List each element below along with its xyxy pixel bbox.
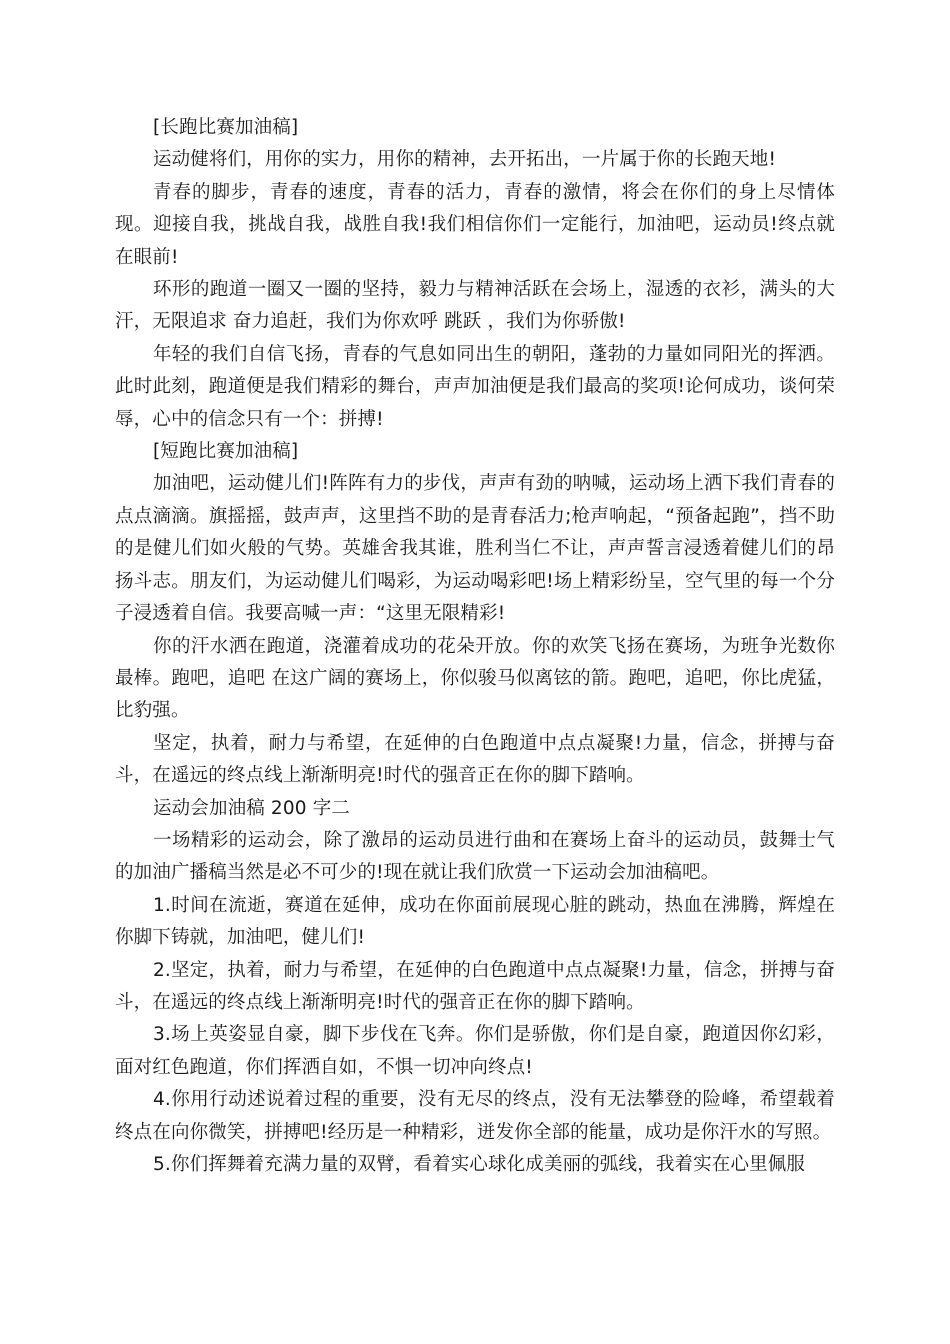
paragraph: 年轻的我们自信飞扬，青春的气息如同出生的朝阳，蓬勃的力量如同阳光的挥洒。此时此刻，跑道便是我们精彩的舞台，声声加油便是我们最高的奖项!论何成功，谈何荣辱，心中的信念只有一个：拼搏!: [115, 343, 835, 430]
paragraph: 坚定，执着，耐力与希望，在延伸的白色跑道中点点凝聚!力量，信念，拼搏与奋斗，在遥远的终点线上渐渐明亮!时代的强音正在你的脚下踏响。: [115, 732, 835, 787]
section-heading-200-words: 运动会加油稿 200 字二: [153, 797, 351, 819]
paragraph: 青春的脚步，青春的速度，青春的活力，青春的激情，将会在你们的身上尽情体现。迎接自我，挑战自我，战胜自我!我们相信你们一定能行，加油吧，运动员!终点就在眼前!: [115, 181, 835, 268]
list-item: 5.你们挥舞着充满力量的双臂，看着实心球化成美丽的弧线，我着实在心里佩服: [153, 1154, 806, 1175]
paragraph: 环形的跑道一圈又一圈的坚持，毅力与精神活跃在会场上，湿透的衣衫，满头的大汗，无限追求 奋力追赶，我们为你欢呼 跳跃 ，我们为你骄傲!: [115, 279, 835, 333]
paragraph: 加油吧，运动健儿们!阵阵有力的步伐，声声有劲的呐喊，运动场上洒下我们青春的点点滴滴。旗摇摇，鼓声声，这里挡不助的是青春活力;枪声响起，“预备起跑”，挡不助的是健儿们如火般的气势。英雄舍我其谁，胜利当仁不让，声声誓言浸透着健儿们的昂扬斗志。朋友们，为运动健儿们喝彩，为运动喝彩吧!场上精彩纷呈，空气里的每一个分子浸透着自信。我要高喊一声：“这里无限精彩!: [115, 473, 835, 625]
list-item: 2.坚定，执着，耐力与希望，在延伸的白色跑道中点点凝聚!力量，信念，拼搏与奋斗，在遥远的终点线上渐渐明亮!时代的强音正在你的脚下踏响。: [115, 959, 835, 1013]
section-heading-long-run: [长跑比赛加油稿]: [153, 117, 299, 138]
paragraph: 你的汗水洒在跑道，浇灌着成功的花朵开放。你的欢笑飞扬在赛场，为班争光数你最棒。跑吧，追吧 在这广阔的赛场上，你似骏马似离铉的箭。跑吧，追吧，你比虎猛，比豹强。: [115, 635, 835, 722]
list-item: 4.你用行动述说着过程的重要，没有无尽的终点，没有无法攀登的险峰，希望载着终点在向你微笑，拼搏吧!经历是一种精彩，迸发你全部的能量，成功是你汗水的写照。: [115, 1089, 835, 1143]
document-body: [115, 112, 835, 1181]
list-item: 1.时间在流逝，赛道在延伸，成功在你面前展现心脏的跳动，热血在沸腾，辉煌在你脚下铸就，加油吧，健儿们!: [115, 894, 835, 949]
paragraph: 运动健将们，用你的实力，用你的精神，去开拓出，一片属于你的长跑天地!: [153, 149, 777, 171]
list-item: 3.场上英姿显自豪，脚下步伐在飞奔。你们是骄傲，你们是自豪，跑道因你幻彩，面对红色跑道，你们挥洒自如，不惧一切冲向终点!: [115, 1024, 835, 1078]
paragraph: 一场精彩的运动会，除了激昂的运动员进行曲和在赛场上奋斗的运动员，鼓舞士气的加油广播稿当然是必不可少的!现在就让我们欣赏一下运动会加油稿吧。: [115, 829, 835, 884]
section-heading-sprint: [短跑比赛加油稿]: [153, 441, 299, 463]
